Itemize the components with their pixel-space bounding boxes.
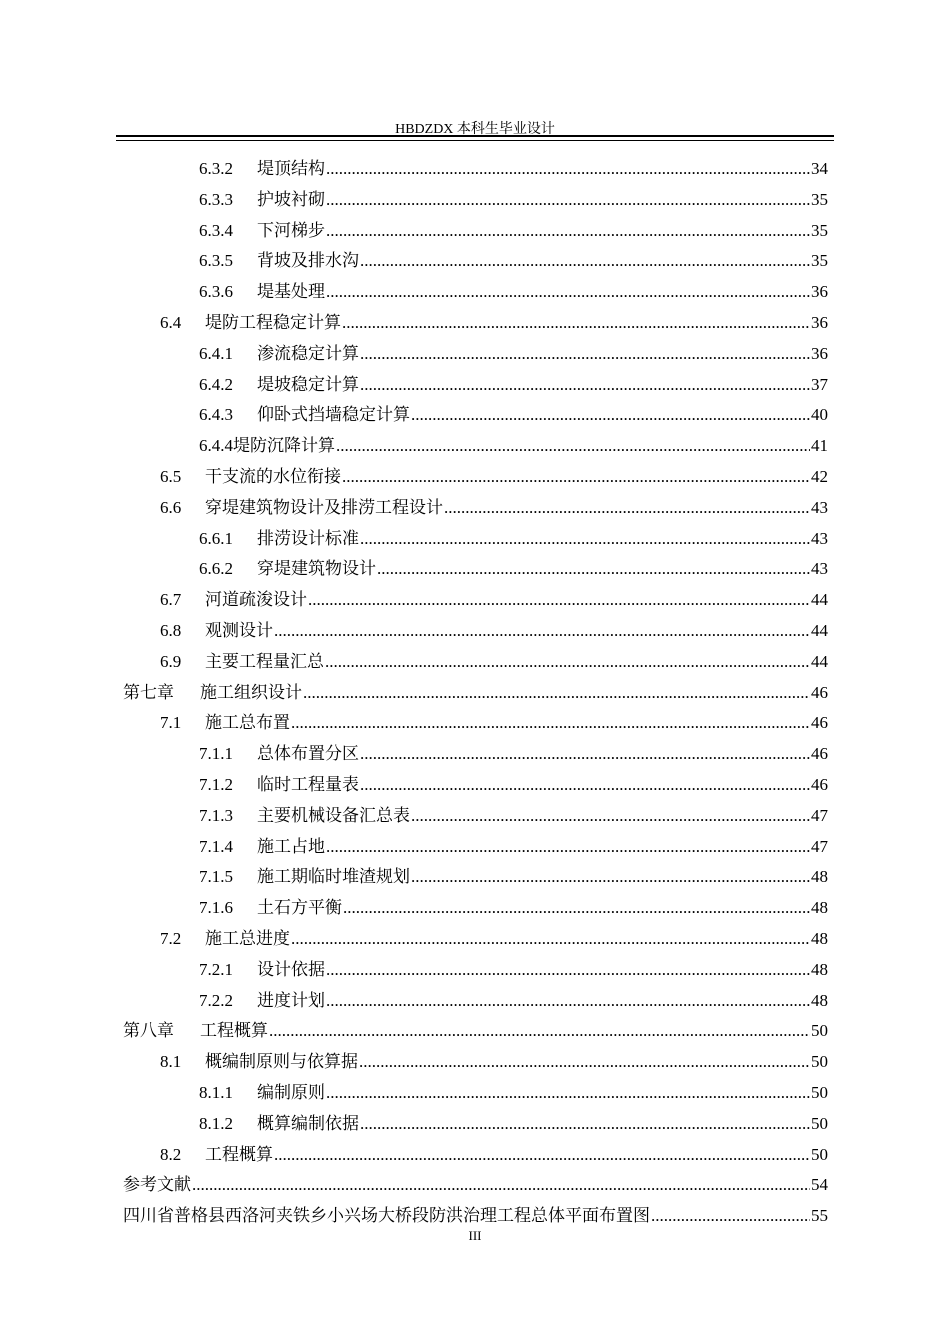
toc-entry-number: 6.4.4	[199, 436, 233, 456]
toc-entry[interactable]	[199, 185, 828, 213]
toc-entry[interactable]	[199, 955, 828, 983]
toc-entry-number: 6.3.5	[199, 251, 233, 271]
toc-entry-title: 仰卧式挡墙稳定计算	[257, 405, 410, 425]
toc-entry-number: 6.9	[160, 651, 182, 671]
toc-entry[interactable]	[160, 493, 828, 521]
toc-entry-title: 主要机械设备汇总表	[257, 805, 410, 825]
dot-leader	[360, 529, 810, 549]
dot-leader	[411, 867, 810, 887]
toc-entry-number: 8.1	[160, 1052, 182, 1072]
toc-entry[interactable]	[160, 1140, 828, 1168]
toc-entry-number: 6.3.3	[199, 189, 233, 209]
dot-leader	[342, 313, 810, 333]
toc-entry-page: 43	[811, 559, 828, 579]
toc-entry-page: 42	[811, 467, 828, 486]
toc-entry-page: 35	[811, 220, 828, 240]
toc-entry-number: 6.4	[160, 313, 182, 332]
toc-entry-page: 46	[811, 682, 828, 702]
toc-entry-page: 50	[811, 1113, 828, 1133]
toc-entry-title: 堤防沉降计算	[233, 436, 335, 456]
dot-leader	[326, 159, 810, 179]
dot-leader	[291, 929, 810, 949]
toc-entry-page: 40	[811, 405, 828, 425]
toc-entry-title: 河道疏浚设计	[205, 590, 307, 610]
toc-entry[interactable]	[160, 924, 828, 952]
toc-entry-title: 概编制原则与依算据	[205, 1052, 358, 1072]
toc-entry-number: 7.1.1	[199, 744, 233, 764]
toc-entry-page: 36	[811, 343, 828, 363]
toc-entry[interactable]	[123, 678, 828, 706]
page-number: III	[468, 1228, 482, 1243]
dot-leader	[359, 1052, 810, 1072]
toc-entry[interactable]	[199, 554, 828, 582]
dot-leader	[274, 1145, 810, 1165]
toc-entry-title: 观测设计	[205, 621, 273, 640]
dot-leader	[360, 375, 810, 395]
toc-entry[interactable]	[199, 770, 828, 798]
toc-entry-page: 43	[811, 528, 828, 548]
dot-leader	[336, 436, 810, 456]
toc-entry[interactable]	[199, 801, 828, 829]
toc-entry[interactable]	[199, 862, 828, 890]
toc-entry-number: 7.1.6	[199, 898, 233, 918]
toc-entry-title: 工程概算	[200, 1021, 268, 1041]
toc-entry-title: 施工占地	[257, 836, 325, 856]
toc-entry[interactable]	[199, 370, 828, 398]
toc-entry[interactable]	[199, 739, 828, 767]
dot-leader	[326, 960, 810, 980]
toc-entry-title: 堤防工程稳定计算	[205, 313, 341, 332]
toc-entry-title: 穿堤建筑物设计	[257, 559, 376, 579]
dot-leader	[269, 1021, 810, 1041]
toc-entry[interactable]	[160, 462, 828, 490]
toc-entry-page: 44	[811, 590, 828, 610]
toc-entry-page: 46	[811, 713, 828, 733]
toc-entry-title: 施工组织设计	[200, 682, 302, 702]
dot-leader	[326, 190, 810, 210]
toc-entry-page: 47	[811, 805, 828, 825]
toc-entry-title: 穿堤建筑物设计及排涝工程设计	[205, 497, 443, 517]
toc-entry-title: 工程概算	[205, 1144, 273, 1164]
toc-entry-page: 37	[811, 374, 828, 394]
toc-entry-title: 施工总进度	[205, 929, 290, 948]
toc-entry-page: 36	[811, 313, 828, 332]
toc-entry-number: 6.4.1	[199, 343, 233, 363]
toc-entry-title: 护坡衬砌	[257, 189, 325, 209]
dot-leader	[274, 621, 810, 641]
dot-leader	[360, 775, 810, 795]
toc-entry[interactable]	[199, 431, 828, 459]
dot-leader	[342, 467, 810, 487]
toc-entry-title: 背坡及排水沟	[257, 251, 359, 271]
toc-entry[interactable]	[199, 524, 828, 552]
toc-entry-page: 43	[811, 497, 828, 517]
toc-entry-title: 施工期临时堆渣规划	[257, 867, 410, 887]
toc-entry-title: 主要工程量汇总	[205, 651, 324, 671]
toc-entry-number: 8.1.1	[199, 1083, 233, 1102]
dot-leader	[343, 898, 810, 918]
dot-leader	[360, 1114, 810, 1134]
dot-leader	[326, 221, 810, 241]
dot-leader	[325, 652, 810, 672]
dot-leader	[360, 744, 810, 764]
toc-entry-number: 6.4.3	[199, 405, 233, 425]
toc-entry[interactable]	[123, 1201, 828, 1229]
toc-entry-number: 6.8	[160, 621, 182, 640]
toc-entry-title: 概算编制依据	[257, 1113, 359, 1133]
toc-entry-page: 50	[811, 1021, 828, 1041]
toc-entry-page: 48	[811, 898, 828, 918]
toc-entry[interactable]	[160, 616, 828, 644]
toc-entry-page: 55	[811, 1206, 828, 1226]
toc-entry-number: 6.3.4	[199, 220, 233, 240]
toc-entry-title: 临时工程量表	[257, 775, 359, 794]
toc-entry-number: 第八章	[123, 1021, 174, 1041]
toc-entry-number: 7.2	[160, 929, 182, 948]
dot-leader	[444, 498, 810, 518]
toc-entry-title: 渗流稳定计算	[257, 343, 359, 363]
dot-leader	[291, 713, 810, 733]
dot-leader	[360, 344, 810, 364]
toc-entry[interactable]	[199, 400, 828, 428]
toc-entry[interactable]	[199, 893, 828, 921]
toc-entry-number: 7.2.1	[199, 959, 233, 979]
toc-entry-title: 堤基处理	[257, 282, 325, 302]
toc-entry-number: 7.1.4	[199, 836, 233, 856]
toc-entry-title: 下河梯步	[257, 220, 325, 240]
toc-entry-page: 35	[811, 189, 828, 209]
toc-entry-page: 44	[811, 621, 828, 640]
toc-entry-title: 施工总布置	[205, 713, 290, 733]
toc-entry-number: 6.5	[160, 467, 182, 486]
toc-entry-title: 排涝设计标准	[257, 528, 359, 548]
toc-entry-page: 46	[811, 744, 828, 764]
toc-entry-page: 36	[811, 282, 828, 302]
toc-entry-page: 44	[811, 651, 828, 671]
dot-leader	[651, 1206, 810, 1226]
toc-entry-page: 50	[811, 1052, 828, 1072]
toc-entry[interactable]	[123, 1170, 828, 1198]
toc-entry-page: 47	[811, 836, 828, 856]
toc-entry-page: 54	[811, 1175, 828, 1195]
dot-leader	[326, 991, 810, 1011]
toc-entry-number: 8.1.2	[199, 1113, 233, 1133]
page-header: HBDZDX 本科生毕业设计	[395, 122, 555, 137]
toc-entry-number: 7.1.2	[199, 775, 233, 794]
toc-entry-title: 堤坡稳定计算	[257, 374, 359, 394]
toc-entry[interactable]	[199, 216, 828, 244]
toc-entry[interactable]	[199, 832, 828, 860]
toc-entry-title: 土石方平衡	[257, 898, 342, 918]
toc-entry-title: 总体布置分区	[257, 744, 359, 764]
dot-leader	[308, 590, 810, 610]
dot-leader	[360, 251, 810, 271]
toc-entry-number: 7.1.3	[199, 805, 233, 825]
toc-entry-title: 干支流的水位衔接	[205, 467, 341, 486]
dot-leader	[411, 405, 810, 425]
toc-entry[interactable]	[199, 339, 828, 367]
toc-entry-number: 6.6.2	[199, 559, 233, 579]
toc-entry[interactable]	[199, 277, 828, 305]
toc-entry[interactable]	[199, 246, 828, 274]
toc-entry-page: 48	[811, 867, 828, 887]
toc-entry-page: 34	[811, 159, 828, 178]
toc-entry-number: 6.6.1	[199, 528, 233, 548]
dot-leader	[377, 559, 810, 579]
toc-entry-number: 6.6	[160, 497, 182, 517]
toc-entry[interactable]	[160, 585, 828, 613]
dot-leader	[326, 1083, 810, 1103]
toc-entry[interactable]	[199, 154, 828, 182]
toc-entry-number: 7.2.2	[199, 990, 233, 1010]
toc-entry-page: 46	[811, 775, 828, 794]
toc-entry-number: 7.1	[160, 713, 182, 733]
toc-entry-number: 6.3.2	[199, 159, 233, 178]
toc-entry[interactable]	[160, 308, 828, 336]
toc-entry-page: 48	[811, 990, 828, 1010]
toc-entry-title: 参考文献	[123, 1175, 191, 1195]
toc-entry-number: 7.1.5	[199, 867, 233, 887]
toc-entry-page: 50	[811, 1083, 828, 1102]
toc-entry[interactable]	[160, 1047, 828, 1075]
toc-entry-title: 四川省普格县西洛河夹铁乡小兴场大桥段防洪治理工程总体平面布置图	[123, 1206, 650, 1226]
toc-entry-title: 堤顶结构	[257, 159, 325, 178]
dot-leader	[326, 837, 810, 857]
toc-entry-page: 48	[811, 929, 828, 948]
toc-entry-number: 第七章	[123, 682, 174, 702]
toc-entry-page: 41	[811, 436, 828, 456]
toc-entry-title: 设计依据	[257, 959, 325, 979]
toc-entry-number: 8.2	[160, 1144, 182, 1164]
toc-entry[interactable]	[160, 647, 828, 675]
toc-entry-page: 50	[811, 1144, 828, 1164]
dot-leader	[411, 806, 810, 826]
dot-leader	[303, 683, 810, 703]
toc-entry[interactable]	[199, 1078, 828, 1106]
toc-entry-title: 进度计划	[257, 990, 325, 1010]
toc-entry-number: 6.3.6	[199, 282, 233, 302]
toc-entry-number: 6.7	[160, 590, 182, 610]
dot-leader	[326, 282, 810, 302]
toc-entry[interactable]	[123, 1016, 828, 1044]
toc-entry[interactable]	[199, 1109, 828, 1137]
toc-entry-page: 48	[811, 959, 828, 979]
header-rule	[116, 135, 834, 141]
dot-leader	[192, 1175, 810, 1195]
toc-entry-number: 6.4.2	[199, 374, 233, 394]
toc-entry-page: 35	[811, 251, 828, 271]
toc-entry-title: 编制原则	[257, 1083, 325, 1102]
toc-entry[interactable]	[160, 708, 828, 736]
toc-entry[interactable]	[199, 986, 828, 1014]
